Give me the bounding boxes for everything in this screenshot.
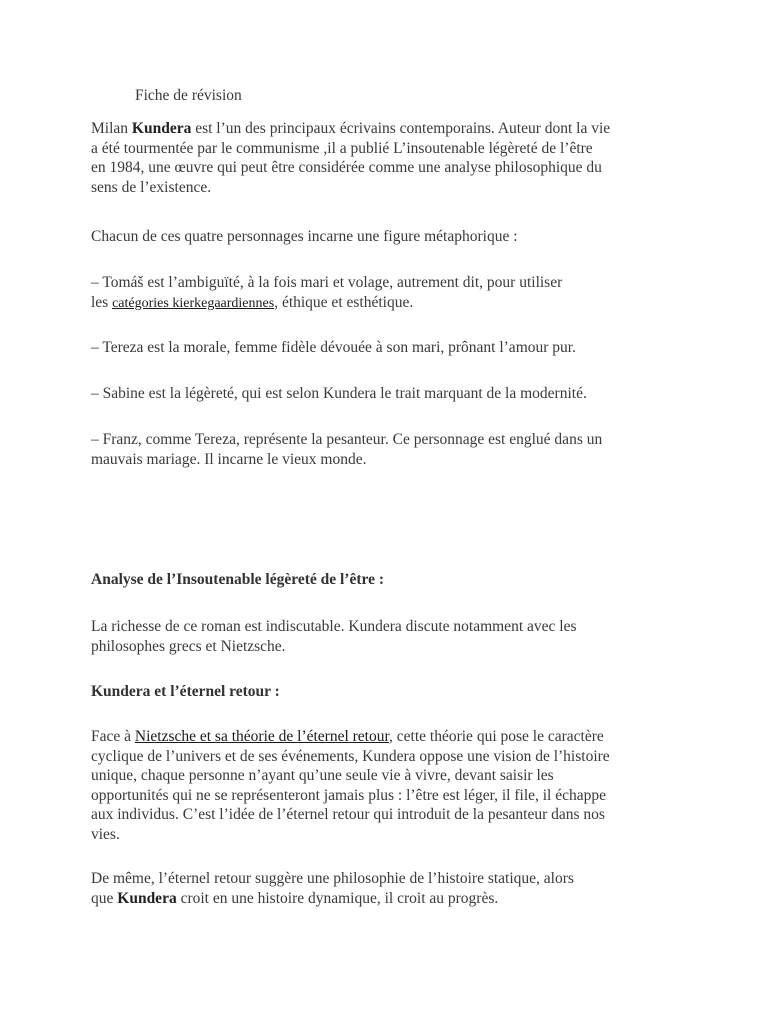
conclusion-line2-rest: croit en une histoire dynamique, il croit au progrès.	[176, 889, 499, 907]
author-name-conclusion: Kundera	[117, 889, 177, 907]
eternal-return-heading: Kundera et l’éternel retour :	[91, 683, 280, 700]
eternal-line5: aux individus. C’est l’idée de l’éternel retour qui introduit de la pesanteur dans nos	[91, 806, 605, 823]
page-title: Fiche de révision	[135, 87, 242, 104]
intro-line1-rest: est l’un des principaux écrivains contemporains. Auteur dont la vie	[191, 120, 611, 137]
eternal-line1-rest: , cette théorie qui pose le caractère	[389, 728, 604, 745]
conclusion-prefix: que	[91, 889, 118, 907]
analysis-line2: philosophes grecs et Nietzsche.	[91, 637, 286, 655]
eternal-prefix: Face à	[91, 728, 135, 745]
intro-line2: a été tourmentée par le communisme ,il a publié L’insoutenable légèreté de l’être	[91, 139, 593, 157]
eternal-line3: unique, chaque personne n’ayant qu’une seule vie à vivre, devant saisir les	[91, 767, 554, 784]
analysis-line1: La richesse de ce roman est indiscutable. Kundera discute notamment avec les	[91, 618, 577, 635]
intro-before: Milan	[91, 120, 132, 137]
kierkegaard-link[interactable]: catégories kierkegaardiennes	[112, 295, 275, 311]
analysis-paragraph	[91, 617, 691, 656]
tereza-paragraph: – Tereza est la morale, femme fidèle dévouée à son mari, prônant l’amour pur.	[91, 339, 576, 356]
franz-line1: – Franz, comme Tereza, représente la pesanteur. Ce personnage est englué dans un	[91, 431, 603, 448]
tomas-line1: – Tomáš est l’ambiguïté, à la fois mari et volage, autrement dit, pour utiliser	[91, 274, 563, 291]
author-name: Kundera	[131, 120, 192, 137]
eternal-line2: cyclique de l’univers et de ses événements, Kundera oppose une vision de l’histoire	[91, 747, 610, 765]
conclusion-line1: De même, l’éternel retour suggère une philosophie de l’histoire statique, alors	[91, 870, 574, 887]
franz-paragraph	[91, 430, 691, 469]
tomas-prefix: les	[91, 293, 113, 311]
franz-line2: mauvais mariage. Il incarne le vieux monde.	[91, 450, 367, 468]
eternal-line6: vies.	[91, 825, 120, 843]
intro-line3: en 1984, une œuvre qui peut être considérée comme une analyse philosophique du	[91, 159, 602, 176]
tomas-suffix: , éthique et esthétique.	[274, 293, 414, 311]
analysis-heading: Analyse de l’Insoutenable légèreté de l’être :	[91, 571, 385, 588]
intro-line4: sens de l’existence.	[91, 178, 212, 196]
nietzsche-link[interactable]: Nietzsche et sa théorie de l’éternel retour	[134, 728, 390, 745]
sabine-paragraph: – Sabine est la légèreté, qui est selon Kundera le trait marquant de la modernité.	[91, 385, 587, 402]
eternal-return-paragraph	[91, 727, 691, 844]
eternal-line4: opportunités qui ne se représenteront jamais plus : l’être est léger, il file, il échappe	[91, 786, 607, 804]
intro-paragraph	[91, 119, 691, 197]
tomas-paragraph	[91, 273, 691, 313]
characters-intro: Chacun de ces quatre personnages incarne une figure métaphorique :	[91, 228, 518, 245]
conclusion-paragraph	[91, 869, 691, 908]
